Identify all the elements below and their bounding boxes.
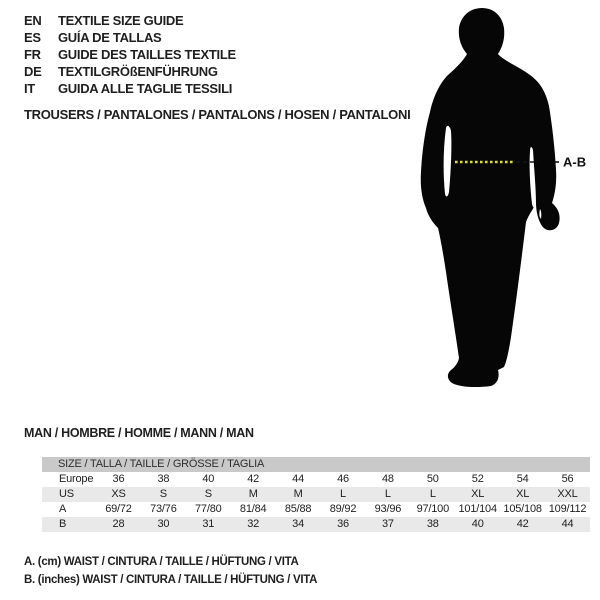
- measure-label: A-B: [563, 154, 587, 170]
- language-label: GUÍA DE TALLAS: [58, 30, 162, 45]
- table-cell: 101/104: [458, 503, 497, 515]
- language-code: EN: [24, 13, 42, 28]
- size-table-header: SIZE / TALLA / TAILLE / GRÖSSE / TAGLIA: [42, 457, 590, 472]
- language-code: IT: [24, 81, 35, 96]
- table-cell: 32: [247, 518, 260, 530]
- table-cell: 42: [247, 473, 260, 485]
- language-code: ES: [24, 30, 41, 45]
- table-cell: S: [204, 488, 212, 500]
- table-row: [42, 472, 590, 487]
- table-row-label: US: [59, 488, 74, 500]
- man-silhouette: [400, 0, 600, 420]
- language-row-fr: [24, 46, 236, 63]
- footnotes: [24, 554, 317, 589]
- table-cell: 42: [516, 518, 529, 530]
- table-cell: XL: [516, 488, 530, 500]
- language-row-de: [24, 63, 236, 80]
- table-cell: M: [293, 488, 303, 500]
- table-cell: 38: [426, 518, 439, 530]
- body-silhouette: [421, 8, 560, 387]
- table-cell: 52: [471, 473, 484, 485]
- table-cell: L: [384, 488, 391, 500]
- table-cell: 37: [381, 518, 394, 530]
- size-table: [42, 457, 590, 532]
- table-cell: L: [429, 488, 436, 500]
- table-cell: 48: [381, 473, 394, 485]
- language-code: DE: [24, 64, 42, 79]
- table-cell: 73/76: [150, 503, 177, 515]
- table-cell: 36: [112, 473, 125, 485]
- table-cell: 44: [292, 473, 304, 485]
- table-cell: 28: [112, 518, 125, 530]
- language-label: GUIDE DES TAILLES TEXTILE: [58, 47, 236, 62]
- table-cell: 85/88: [284, 503, 312, 515]
- table-cell: 56: [561, 473, 574, 485]
- table-row: [42, 517, 590, 532]
- table-row: [42, 502, 590, 517]
- table-cell: 38: [157, 473, 170, 485]
- language-label: TEXTILE SIZE GUIDE: [58, 13, 184, 28]
- table-cell: 40: [471, 518, 484, 530]
- footnote-b: B. (inches) WAIST / CINTURA / TAILLE / HÜFTUNG / VITA: [24, 573, 318, 586]
- table-cell: M: [248, 488, 258, 500]
- section-title: MAN / HOMBRE / HOMME / MANN / MAN: [24, 426, 254, 440]
- table-cell: XL: [471, 488, 485, 500]
- table-cell: 30: [157, 518, 170, 530]
- language-label: TEXTILGRÖßENFÜHRUNG: [58, 64, 218, 79]
- table-cell: XXL: [557, 488, 578, 500]
- table-cell: 54: [516, 473, 529, 485]
- table-row-label: A: [59, 503, 67, 515]
- language-row-it: [24, 80, 236, 97]
- table-cell: L: [340, 488, 346, 500]
- table-cell: 44: [561, 518, 574, 530]
- table-cell: 31: [202, 518, 215, 530]
- table-cell: 36: [337, 518, 349, 530]
- footnote-a: A. (cm) WAIST / CINTURA / TAILLE / HÜFTUNG / VITA: [24, 556, 299, 568]
- table-cell: 50: [426, 473, 439, 485]
- table-cell: 69/72: [105, 503, 132, 515]
- size-table-rows: [42, 472, 590, 532]
- table-row-label: Europe: [59, 473, 94, 485]
- table-cell: 77/80: [195, 503, 222, 515]
- garment-title: TROUSERS / PANTALONES / PANTALONS / HOSEN / PANTALONI: [24, 107, 411, 122]
- table-cell: 34: [292, 518, 304, 530]
- table-cell: 40: [202, 473, 215, 485]
- table-cell: 89/92: [329, 503, 357, 515]
- table-cell: 93/96: [374, 503, 402, 515]
- language-label: GUIDA ALLE TAGLIE TESSILI: [58, 81, 233, 96]
- table-cell: 109/112: [548, 503, 587, 515]
- table-row-label: B: [59, 518, 67, 530]
- table-cell: 105/108: [503, 503, 542, 515]
- table-cell: 81/84: [239, 503, 267, 515]
- table-cell: S: [159, 488, 167, 500]
- table-cell: XS: [111, 488, 126, 500]
- language-row-en: [24, 12, 236, 29]
- table-cell: 97/100: [416, 503, 450, 515]
- table-row: [42, 487, 590, 502]
- table-cell: 46: [337, 473, 349, 485]
- language-row-es: [24, 29, 236, 46]
- language-list: [24, 12, 236, 97]
- language-code: FR: [24, 47, 41, 62]
